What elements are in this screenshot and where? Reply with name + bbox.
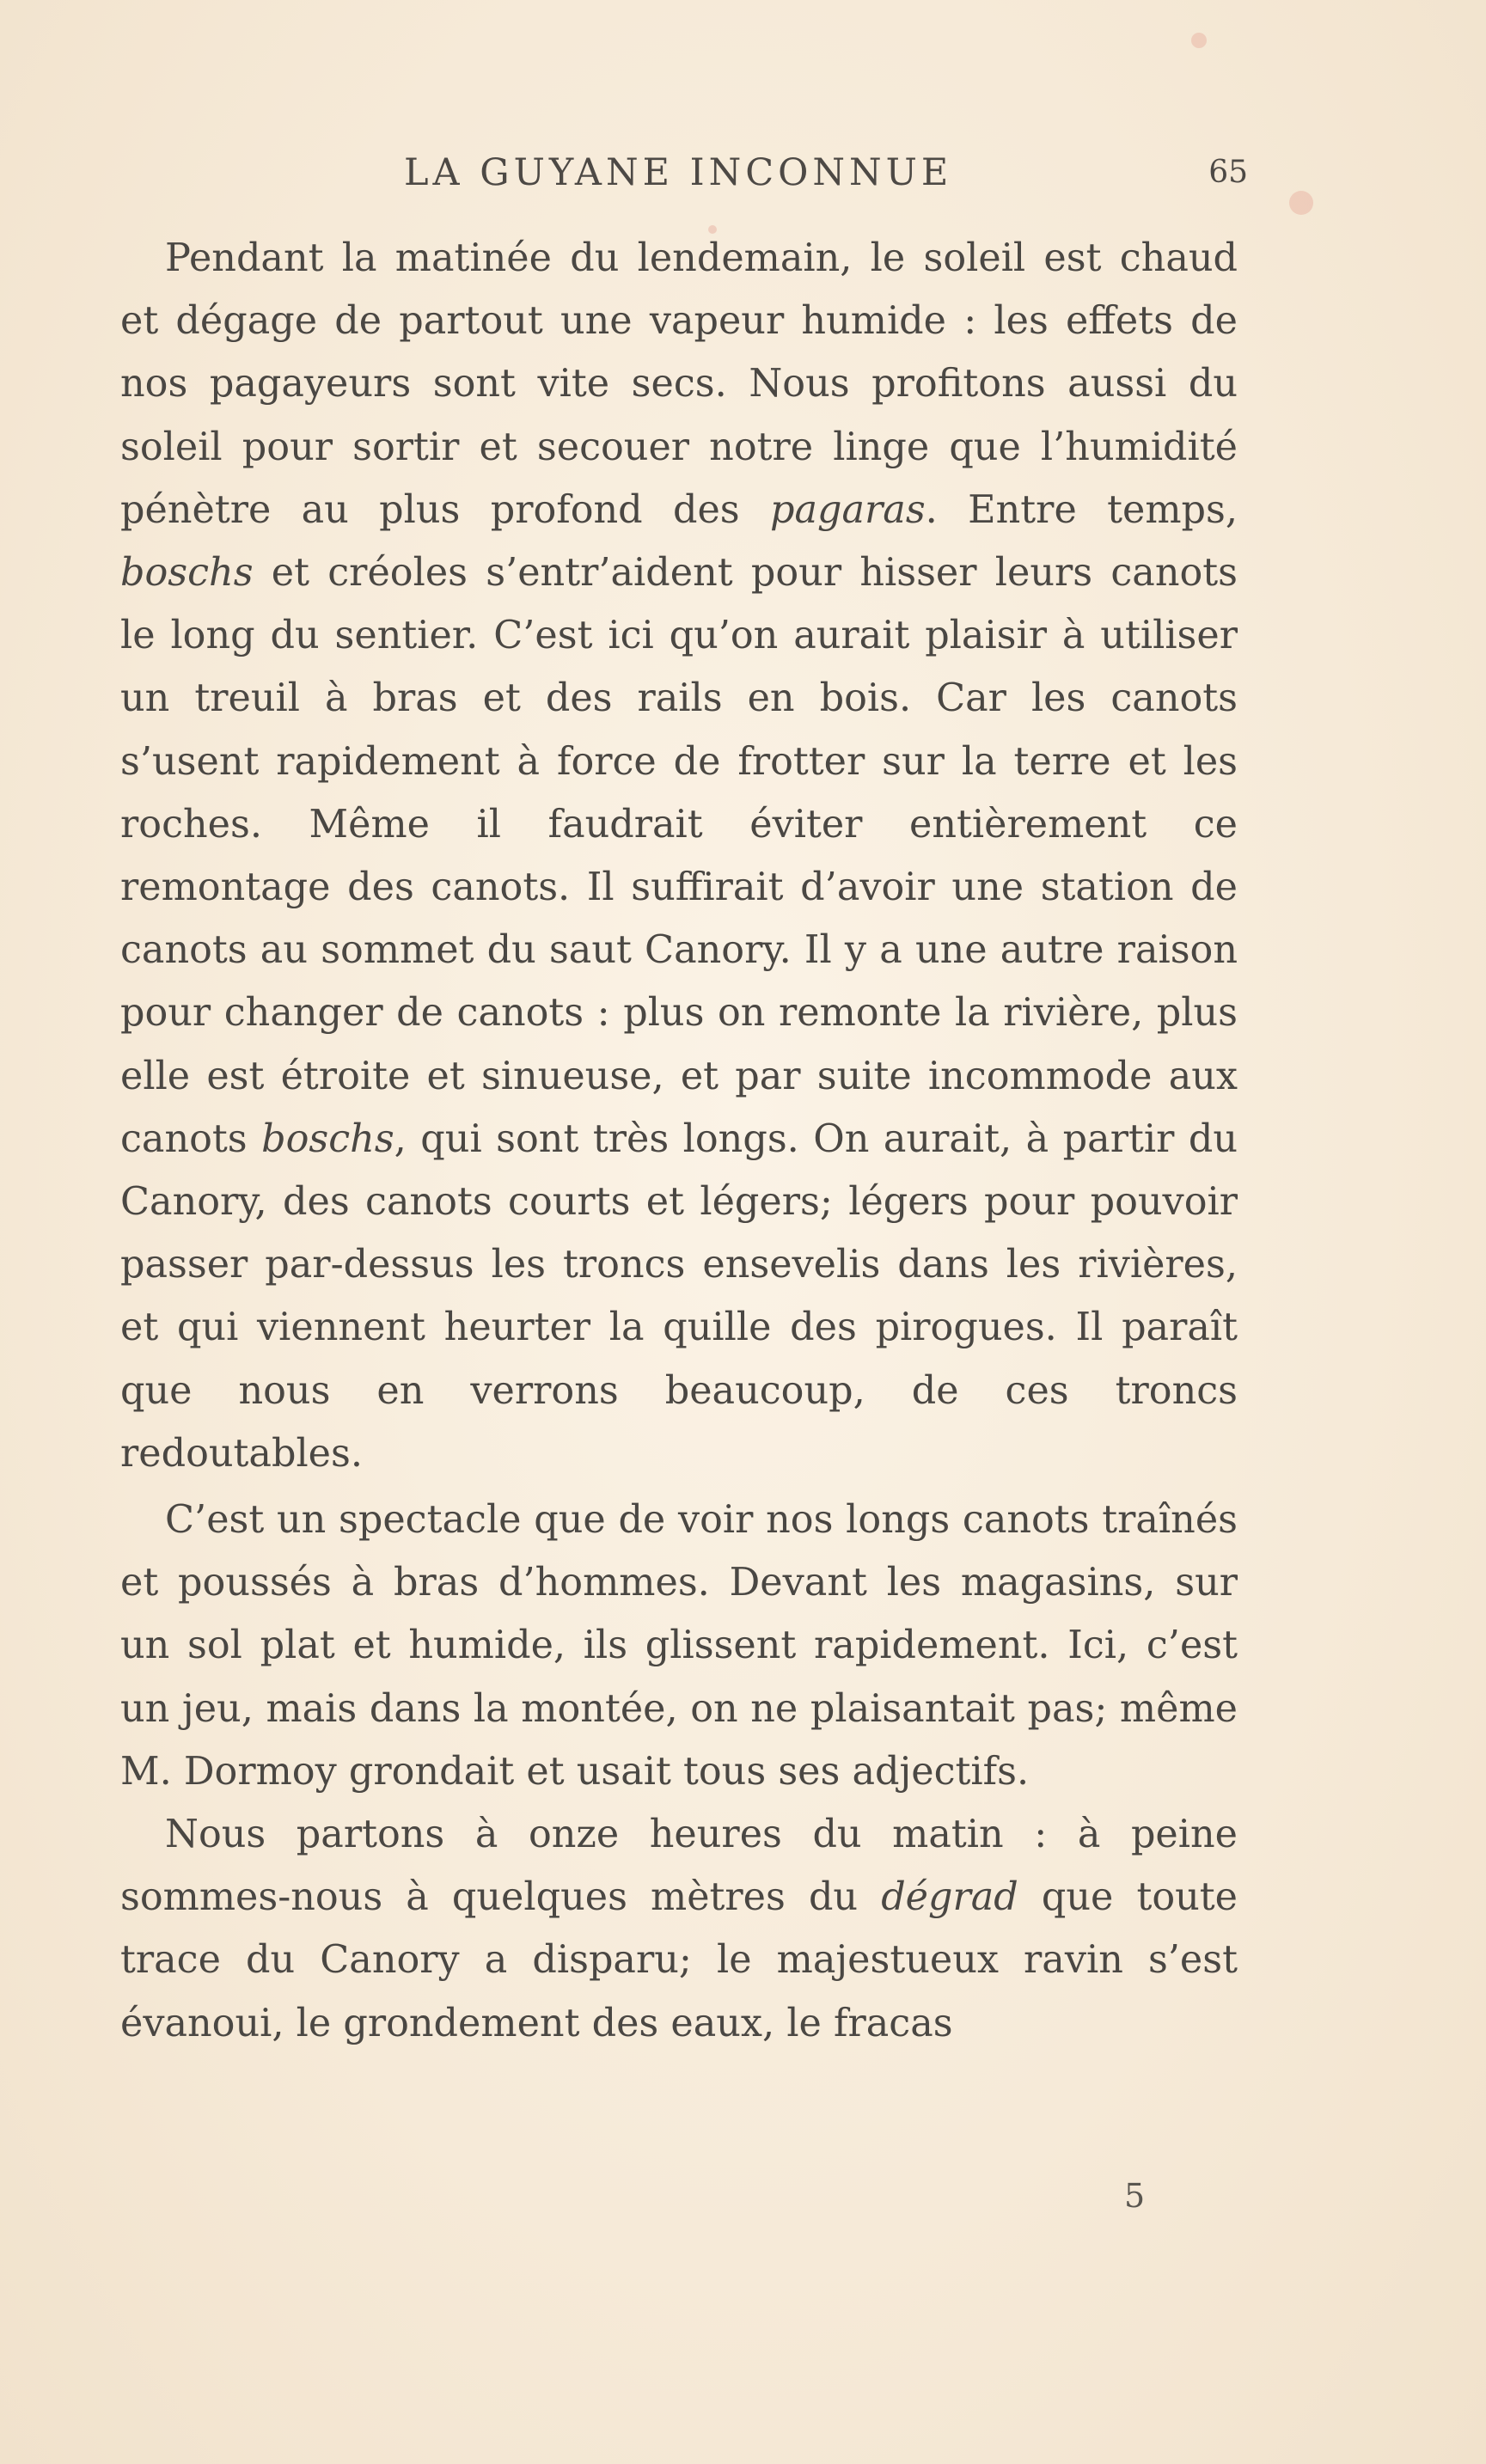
text-run: Nous partons à onze heures du matin : à peine sommes-nous à quelques mètres du [120, 1813, 1238, 1920]
text-run: . Entre temps, [925, 487, 1238, 532]
paper-stain [1289, 191, 1313, 215]
text-run: , qui sont très longs. On aurait, à partir du Canory, des canots courts et légers; légers pour pouvoir passer par-dessus les troncs ensevelis dans les rivières, et qui viennent heurter la quille des pirogues. Il paraît que nous en verrons beaucoup, de ces troncs redoutables. [120, 1116, 1238, 1476]
italic-term: boschs [120, 551, 254, 596]
paragraph-2 [120, 1489, 1238, 1803]
running-title: LA GUYANE INCONNUE [404, 151, 953, 194]
text-run: Pendant la matinée du lendemain, le soleil est chaud et dégage de partout une vapeur humide : les effets de nos pagayeurs sont vite secs. Nous profitons aussi du soleil pour sortir et secouer notre linge que l’humidité pénètre au plus profond des [120, 236, 1238, 532]
text-run: que toute trace du Canory a disparu; le majestueux ravin s’est évanoui, le grondement des eaux, le fracas [120, 1875, 1238, 2045]
italic-term: pagaras [769, 487, 926, 532]
text-run: et créoles s’entr’aident pour hisser leurs canots le long du sentier. C’est ici qu’on aurait plaisir à utiliser un treuil à bras et des rails en bois. Car les canots s’usent rapidement à force de frotter sur la terre et les roches. Même il faudrait éviter entièrement ce remontage des canots. Il suffirait d’avoir une station de canots au sommet du saut Canory. Il y a une autre raison pour changer de canots : plus on remonte la rivière, plus elle est étroite et sinueuse, et par suite incommode aux canots [120, 551, 1238, 1161]
text-run: C’est un spectacle que de voir nos longs canots traînés et poussés à bras d’hommes. Devant les magasins, sur un sol plat et humide, ils glissent rapidement. Ici, c’est un jeu, mais dans la montée, on ne plaisantait pas; même M. Dormoy grondait et usait tous ses adjectifs. [120, 1498, 1238, 1794]
italic-term: boschs [261, 1116, 394, 1161]
page-number: 65 [1208, 155, 1248, 190]
page-header [120, 151, 1248, 203]
paragraph-3 [120, 1803, 1238, 2055]
paragraph-1 [120, 227, 1238, 1485]
signature-mark: 5 [1124, 2177, 1146, 2215]
paper-stain [1191, 33, 1207, 48]
italic-term: dégrad [881, 1875, 1018, 1920]
body-text [120, 227, 1238, 2055]
